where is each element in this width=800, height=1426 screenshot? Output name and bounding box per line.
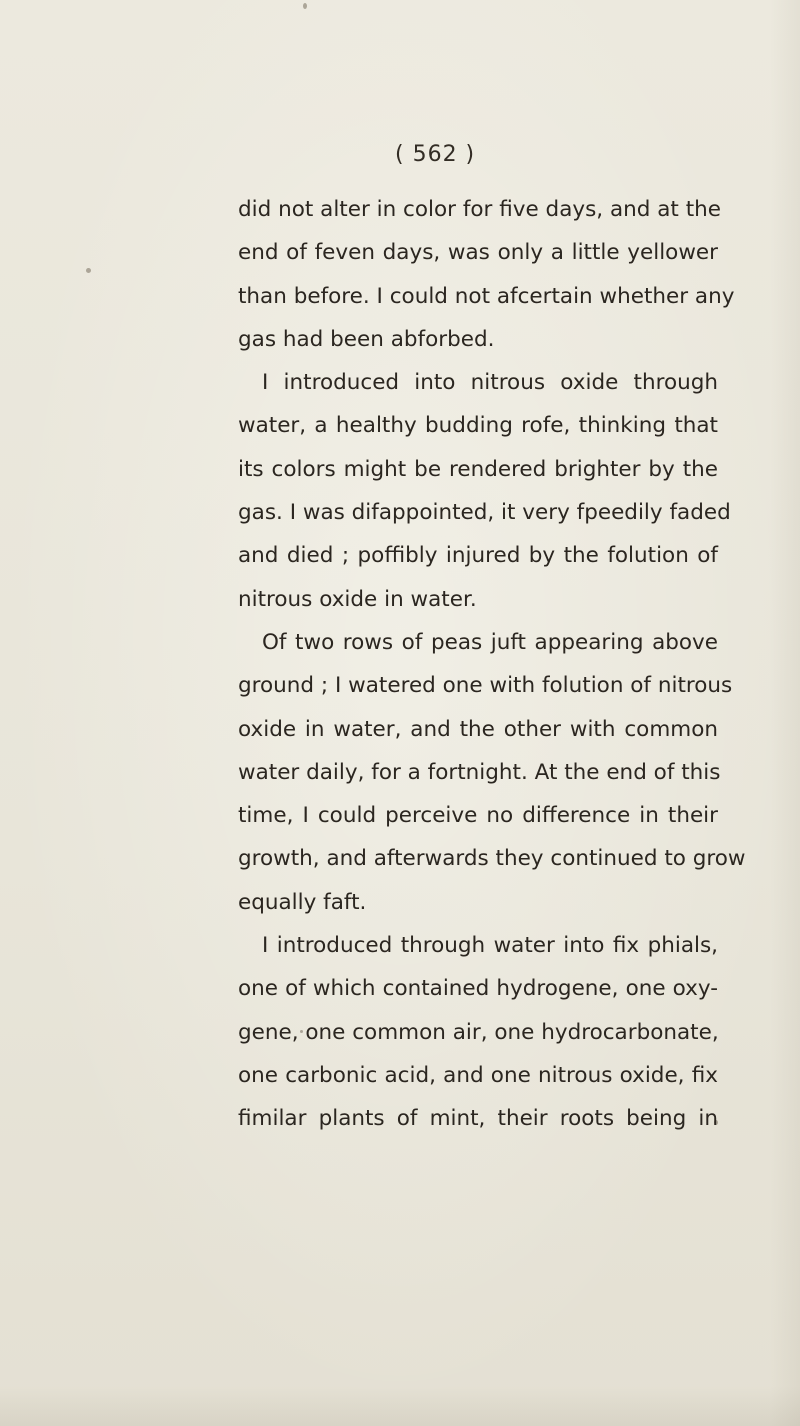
- text-line: gas had been abforbed.: [238, 326, 495, 352]
- text-line: ground ; I watered one with folution of nitrous: [238, 673, 733, 699]
- text-line: water, a healthy budding rofe, thinking that: [238, 413, 718, 439]
- text-line: its colors might be rendered brighter by the: [238, 456, 718, 482]
- text-line: and died ; poffibly injured by the folution of: [238, 543, 718, 569]
- text-line: than before. I could not afcertain whether any: [238, 283, 735, 309]
- text-line: nitrous oxide in water.: [238, 586, 477, 612]
- text-line: one carbonic acid, and one nitrous oxide, fix: [238, 1062, 718, 1088]
- paper-speck: [303, 3, 307, 9]
- text-line: oxide in water, and the other with common: [238, 716, 718, 742]
- text-line: gene, one common air, one hydrocarbonate,: [238, 1019, 719, 1045]
- page-edge-shadow: [770, 0, 800, 1426]
- body-text: [238, 188, 746, 1141]
- text-line: Of two rows of peas juft appearing above: [262, 629, 718, 655]
- text-line: water daily, for a fortnight. At the end of this: [238, 759, 721, 785]
- page-number: ( 562 ): [395, 142, 476, 167]
- text-line: did not alter in color for five days, and at the: [238, 197, 721, 222]
- text-line: equally faft.: [238, 889, 367, 915]
- text-line: time, I could perceive no difference in their: [238, 803, 718, 829]
- text-line: end of feven days, was only a little yellower: [238, 240, 718, 266]
- text-line: one of which contained hydrogene, one oxy-: [238, 976, 718, 1002]
- text-line: growth, and afterwards they continued to grow: [238, 846, 746, 872]
- paper-speck: [86, 268, 91, 273]
- text-line: I introduced through water into fix phials,: [262, 933, 718, 959]
- text-line: fimilar plants of mint, their roots being in: [238, 1106, 718, 1132]
- page-bottom-shadow: [0, 1386, 800, 1426]
- text-line: gas. I was difappointed, it very fpeedily faded: [238, 500, 731, 526]
- text-line: I introduced into nitrous oxide through: [262, 370, 718, 396]
